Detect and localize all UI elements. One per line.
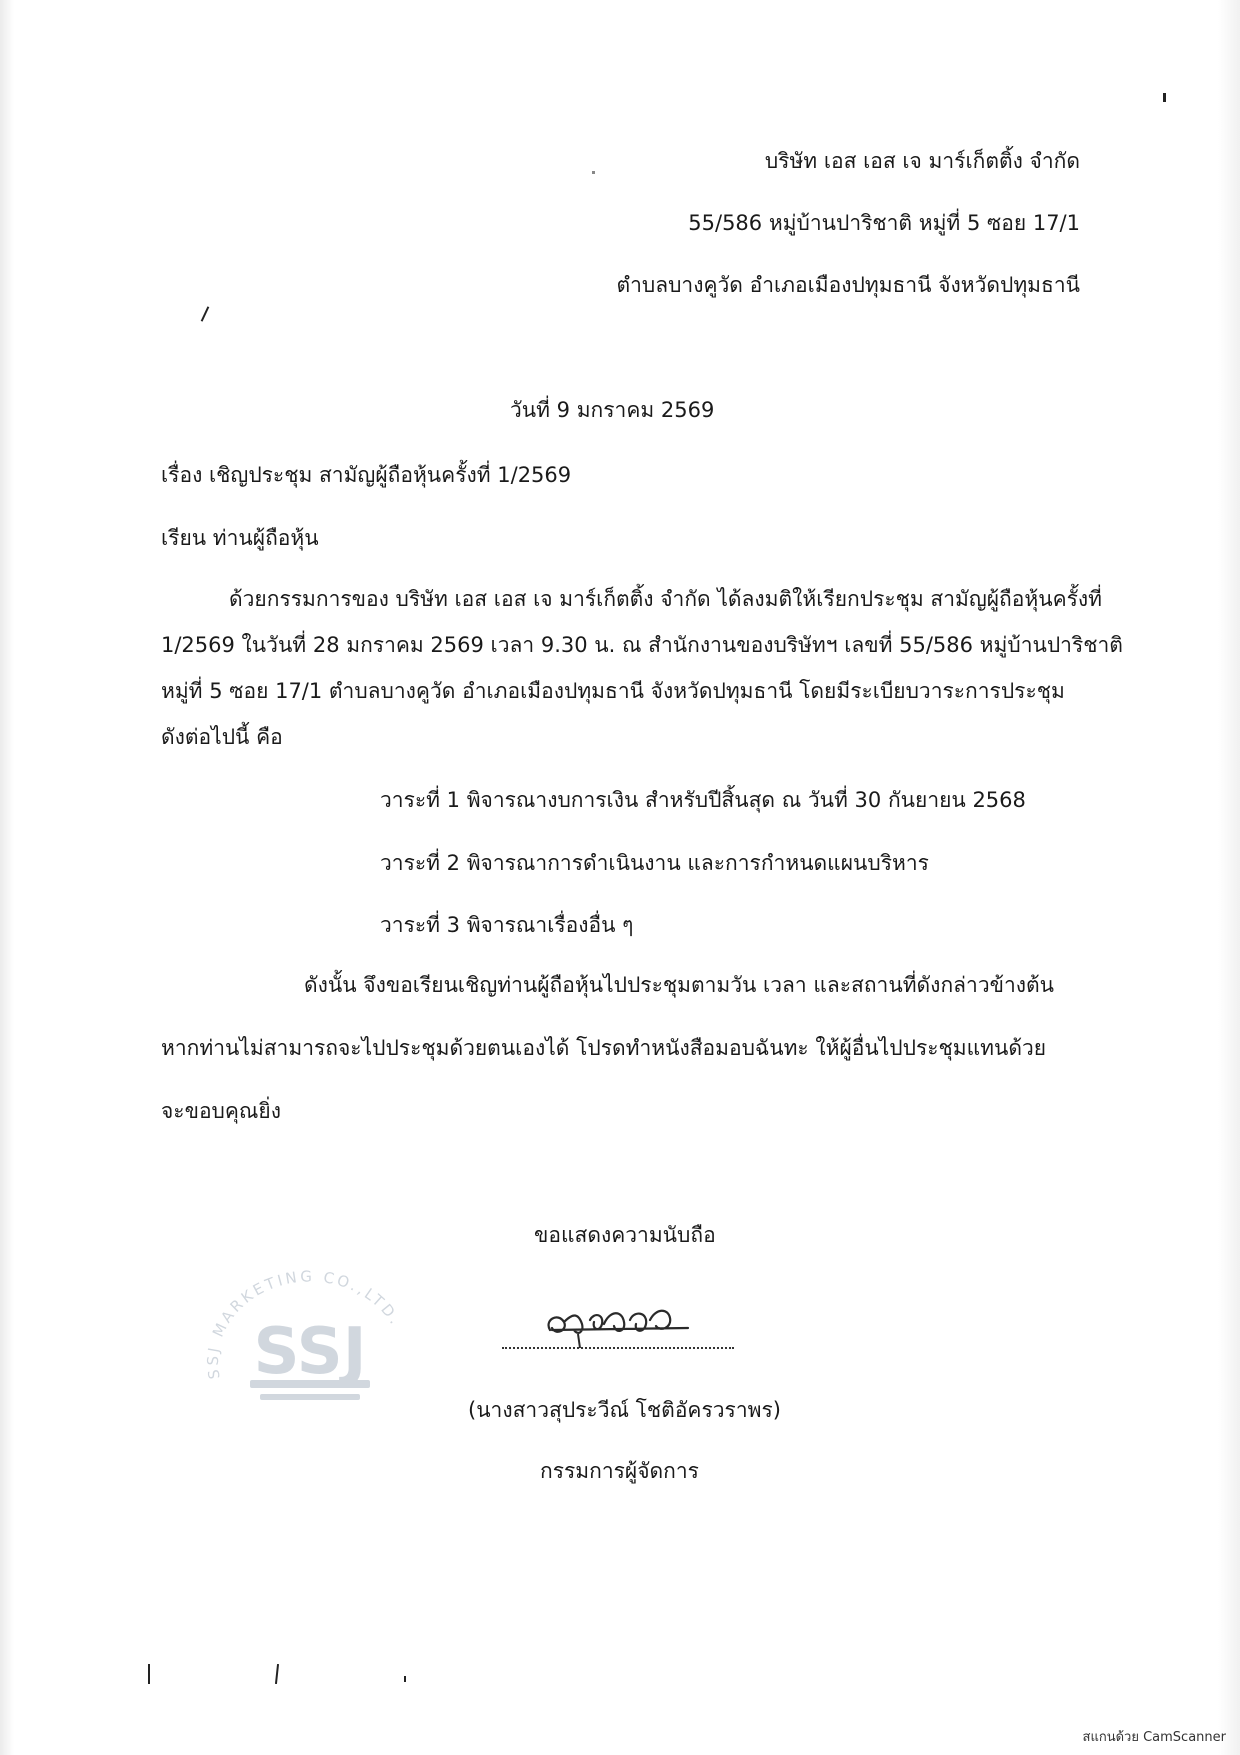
company-name: บริษัท เอส เอส เจ มาร์เก็ตติ้ง จำกัด <box>764 149 1080 173</box>
scan-speck <box>201 306 210 321</box>
closing-text: ขอแสดงความนับถือ <box>534 1223 716 1247</box>
signature-line <box>502 1346 734 1349</box>
body-line: หมู่ที่ 5 ซอย 17/1 ตำบลบางคูวัด อำเภอเมืองปทุมธานี จังหวัดปทุมธานี โดยมีระเบียบวาระการประชุม <box>161 679 1065 703</box>
seal-ring-text: SSJ MARKETING CO.,LTD. <box>203 1267 406 1381</box>
recipient-line: เรียน ท่านผู้ถือหุ้น <box>161 526 319 550</box>
scanner-watermark: สแกนด้วย CamScanner <box>1082 1730 1226 1745</box>
signer-title: กรรมการผู้จัดการ <box>540 1459 699 1483</box>
signature-mark <box>538 1290 718 1350</box>
agenda-item: วาระที่ 2 พิจารณาการดำเนินงาน และการกำหนดแผนบริหาร <box>380 851 929 875</box>
scan-edge-right <box>1218 0 1240 1755</box>
address-line-1: 55/586 หมู่บ้านปาริชาติ หมู่ที่ 5 ซอย 17/1 <box>688 211 1080 235</box>
body-line: ดังต่อไปนี้ คือ <box>161 725 283 749</box>
body-line: ดังนั้น จึงขอเรียนเชิญท่านผู้ถือหุ้นไปประชุมตามวัน เวลา และสถานที่ดังกล่าวข้างต้น <box>304 973 1055 997</box>
signer-name: (นางสาวสุประวีณ์ โชติอัครวราพร) <box>468 1398 781 1422</box>
body-line: 1/2569 ในวันที่ 28 มกราคม 2569 เวลา 9.30 น. ณ สำนักงานของบริษัทฯ เลขที่ 55/586 หมู่บ้านปาริชาติ <box>161 633 1123 657</box>
body-line: จะขอบคุณยิ่ง <box>161 1099 281 1123</box>
scan-speck <box>275 1664 279 1684</box>
subject-line: เรื่อง เชิญประชุม สามัญผู้ถือหุ้นครั้งที่ 1/2569 <box>161 463 572 487</box>
company-seal <box>190 1258 430 1458</box>
agenda-item: วาระที่ 1 พิจารณางบการเงิน สำหรับปีสิ้นสุด ณ วันที่ 30 กันยายน 2568 <box>380 788 1026 812</box>
address-line-2: ตำบลบางคูวัด อำเภอเมืองปทุมธานี จังหวัดปทุมธานี <box>616 273 1080 297</box>
body-line: หากท่านไม่สามารถจะไปประชุมด้วยตนเองได้ โปรดทำหนังสือมอบฉันทะ ให้ผู้อื่นไปประชุมแทนด้วย <box>161 1036 1047 1060</box>
body-line: ด้วยกรรมการของ บริษัท เอส เอส เจ มาร์เก็ตติ้ง จำกัด ได้ลงมติให้เรียกประชุม สามัญผู้ถือหุ้นครั้งที่ <box>229 587 1102 611</box>
seal-letters: SSJ <box>253 1315 367 1389</box>
scan-speck <box>148 1664 150 1684</box>
scan-edge-left <box>0 0 14 1755</box>
scan-speck <box>404 1676 406 1682</box>
scan-speck <box>592 171 595 174</box>
letter-date: วันที่ 9 มกราคม 2569 <box>510 398 715 422</box>
scan-speck <box>1163 93 1166 102</box>
agenda-item: วาระที่ 3 พิจารณาเรื่องอื่น ๆ <box>380 913 634 937</box>
